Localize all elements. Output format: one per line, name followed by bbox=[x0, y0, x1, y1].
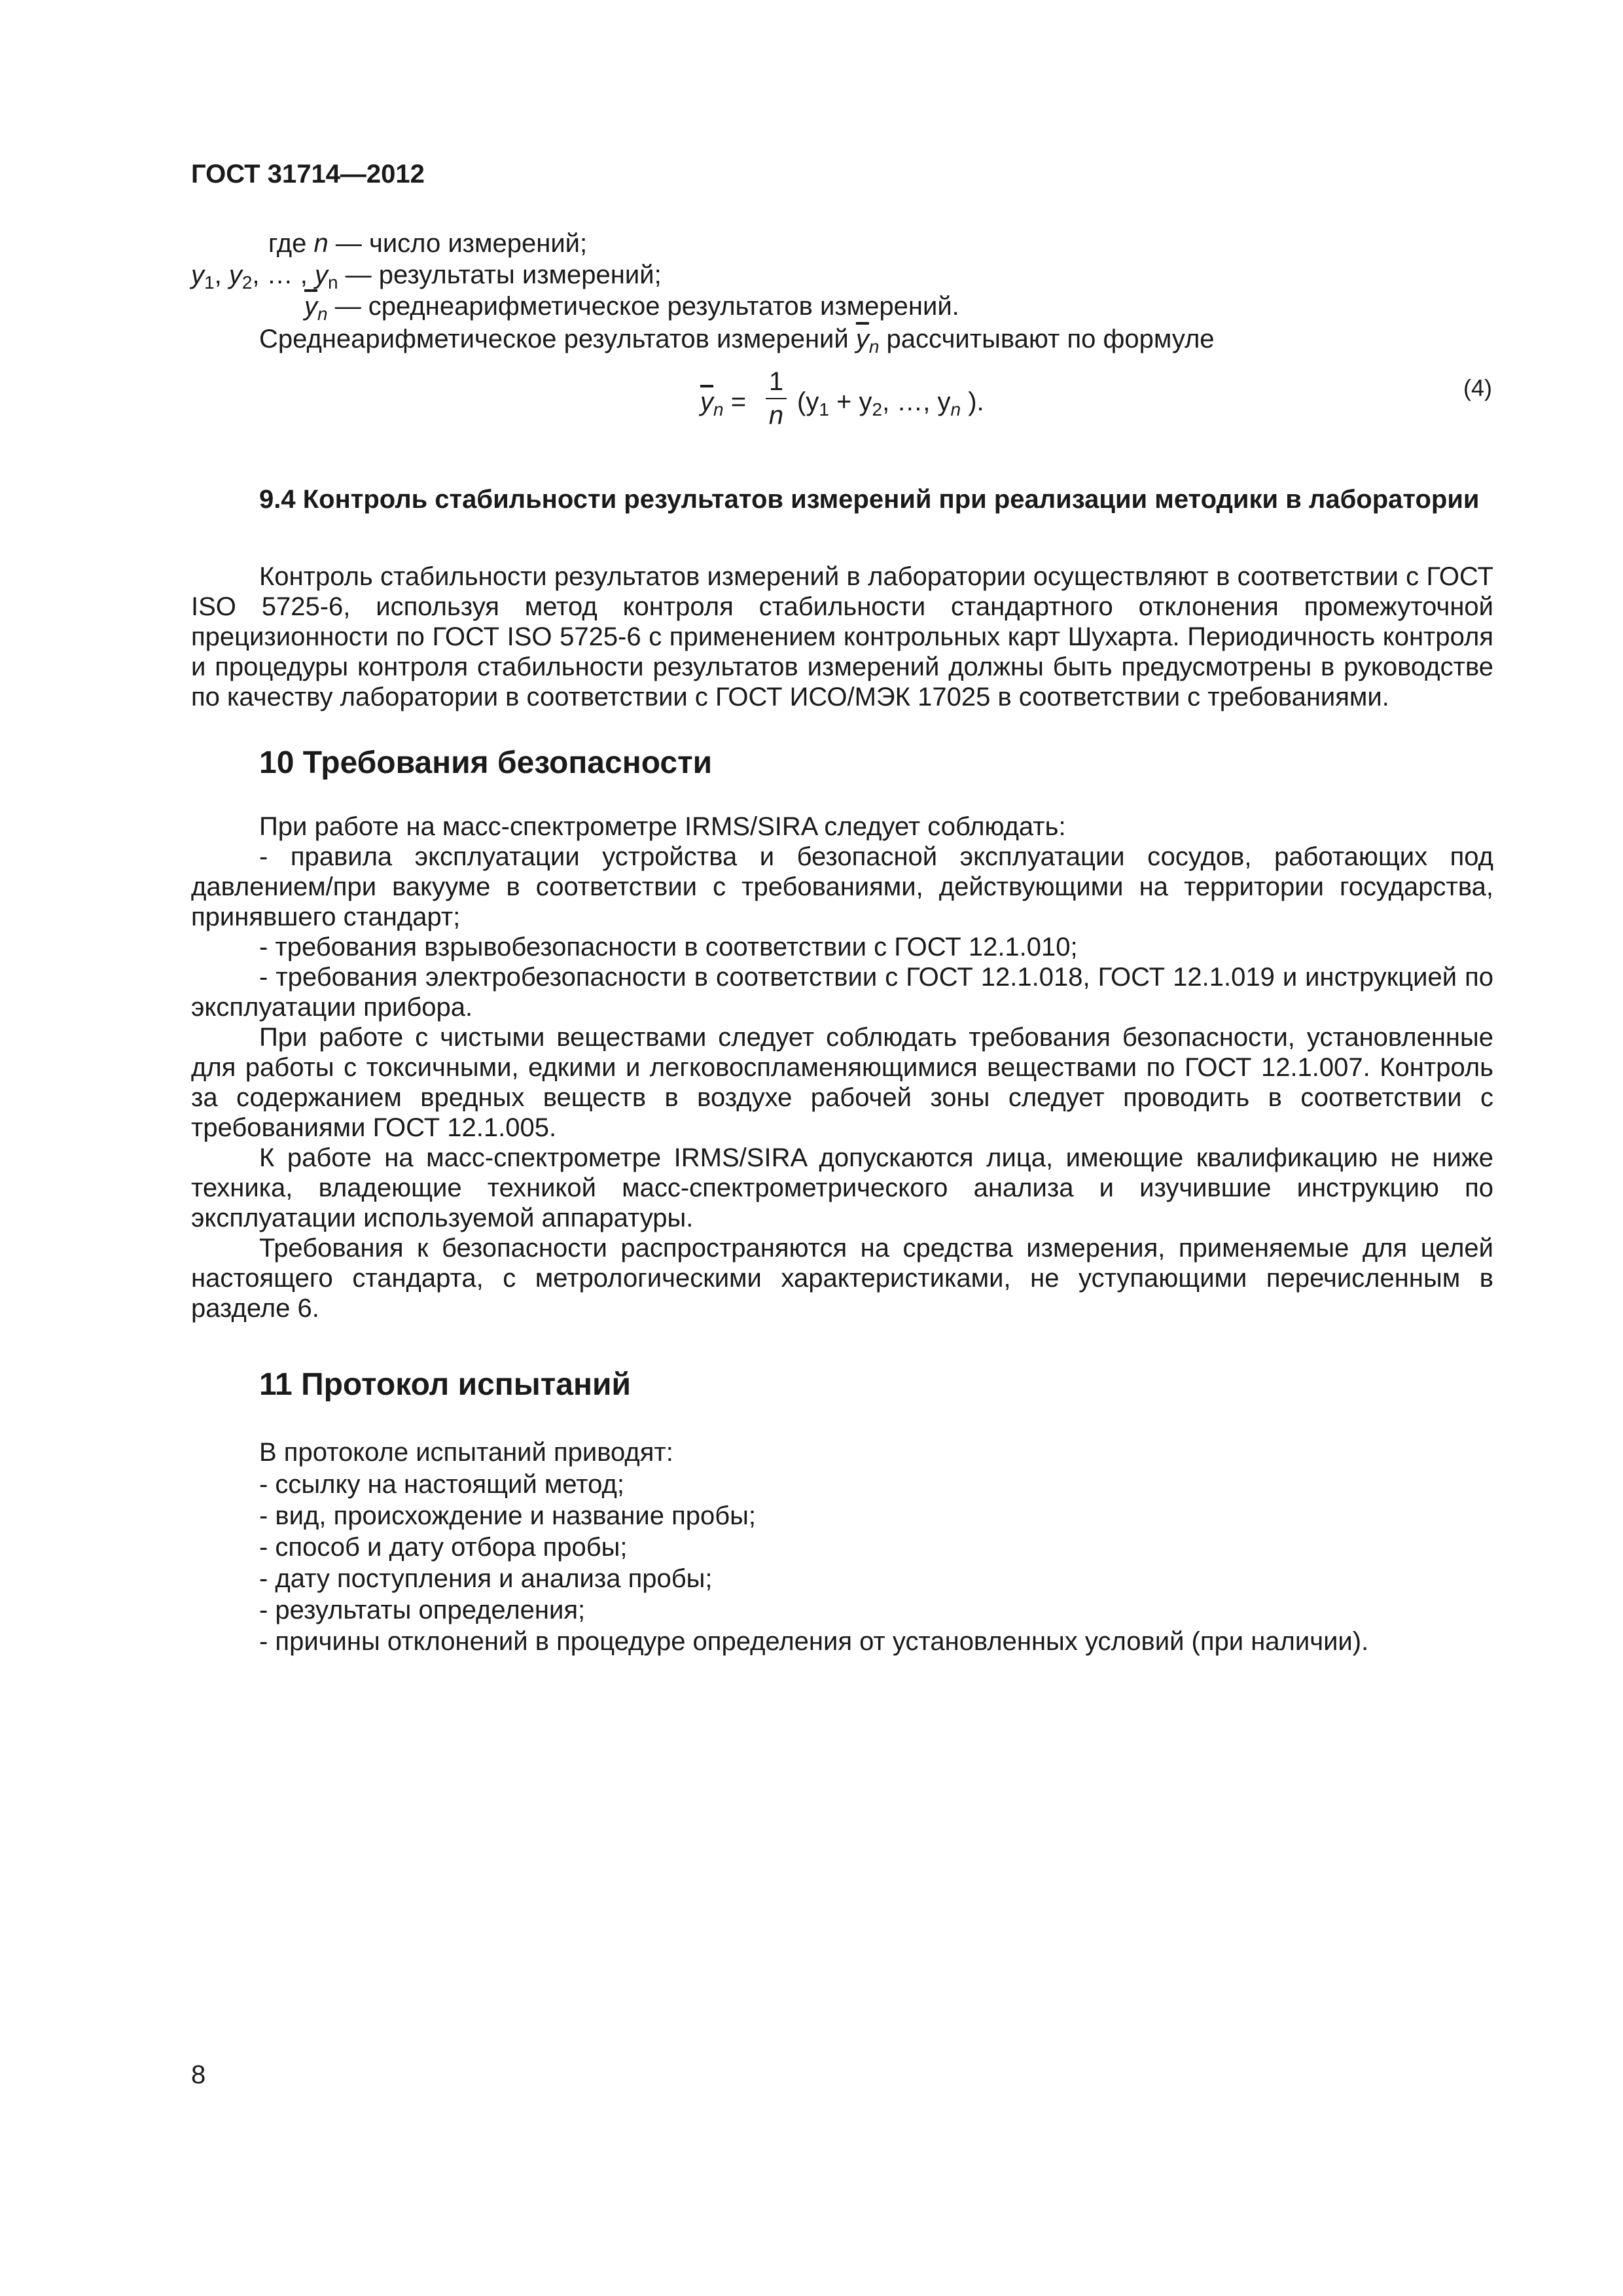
page-number: 8 bbox=[191, 2060, 206, 2089]
formula-lhs: $\overline{y}_n$ = bbox=[700, 387, 747, 420]
section-11-list bbox=[259, 1469, 1368, 1657]
definition-y-mean: $\overline{y}_n$ — среднеарифметическое результатов измерений. bbox=[304, 292, 959, 324]
section-11-intro: В протоколе испытаний приводят: bbox=[259, 1438, 673, 1467]
section-9-4-heading: 9.4 Контроль стабильности результатов измерений при реализации методики в лаборатории bbox=[259, 485, 1480, 514]
section-10-list bbox=[191, 842, 1493, 1022]
definition-y-results: $y_1$, $y_2$, … , $y_n$ — результаты измерений; bbox=[191, 260, 662, 293]
list-item: - требования электробезопасности в соответствии с ГОСТ 12.1.018, ГОСТ 12.1.019 и инструкцией по эксплуатации прибора. bbox=[191, 963, 1493, 1022]
fraction-bar bbox=[766, 398, 787, 399]
formula-intro: Среднеарифметическое результатов измерений $\overline{y}_n$ рассчитывают по формуле bbox=[259, 325, 1215, 357]
section-10-para-2: При работе с чистыми веществами следует соблюдать требования безопасности, установленные для работы с токсичными, едкими и легковоспламеняющимися веществами по ГОСТ 12.1.007. Контроль за содержанием вредных веществ в воздухе рабочей зоны следует проводить в соответствии с требованиями ГОСТ 12.1.005. bbox=[191, 1023, 1493, 1142]
section-10-heading: 10 Требования безопасности bbox=[259, 745, 713, 780]
mean-formula bbox=[700, 368, 1041, 440]
formula-fraction: 1 n bbox=[763, 368, 789, 429]
definition-n: где n — число измерений; bbox=[268, 229, 588, 258]
section-9-4-body: Контроль стабильности результатов измерений в лаборатории осуществляют в соответствии с ГОСТ ISO 5725-6, используя метод контроля стабильности стандартного отклонения промежуточной прецизионности по ГОСТ ISO 5725-6 с применением контрольных карт Шухарта. Периодичность контроля и процедуры контроля стабильности результатов измерений должны быть предусмотрены в руководстве по качеству лаборатории в соответствии с ГОСТ ИСО/МЭК 17025 в соответствии с требованиями. bbox=[191, 562, 1493, 711]
document-id-header: ГОСТ 31714—2012 bbox=[191, 160, 425, 188]
formula-rhs: ($y_1 + y_2$, …, $y_n$ ). bbox=[797, 387, 984, 420]
list-item: - вид, происхождение и название пробы; bbox=[259, 1501, 757, 1530]
list-item: - требования взрывобезопасности в соответствии с ГОСТ 12.1.010; bbox=[259, 933, 1078, 961]
list-item: - причины отклонений в процедуре определения от установленных условий (при наличии). bbox=[259, 1627, 1369, 1656]
list-item: - дату поступления и анализа пробы; bbox=[259, 1564, 713, 1593]
list-item: - ссылку на настоящий метод; bbox=[259, 1470, 624, 1499]
section-10-para-4: Требования к безопасности распространяются на средства измерения, применяемые для целей настоящего стандарта, с метрологическими характеристиками, не уступающими перечисленным в разделе 6. bbox=[191, 1234, 1493, 1323]
section-10-para-3: К работе на масс-спектрометре IRMS/SIRA допускаются лица, имеющие квалификацию не ниже техника, владеющие техникой масс-спектрометрического анализа и изучившие инструкцию по эксплуатации используемой аппаратуры. bbox=[191, 1143, 1493, 1232]
section-10-intro: При работе на масс-спектрометре IRMS/SIRA следует соблюдать: bbox=[259, 812, 1066, 841]
list-item: - способ и дату отбора пробы; bbox=[259, 1533, 628, 1562]
list-item: - результаты определения; bbox=[259, 1596, 586, 1624]
section-11-heading: 11 Протокол испытаний bbox=[259, 1367, 631, 1402]
equation-number: (4) bbox=[1463, 374, 1492, 401]
list-item: - правила эксплуатации устройства и безопасной эксплуатации сосудов, работающих под давлением/при вакууме в соответствии с требованиями, действующими на территории государства, принявшего стандарт; bbox=[191, 842, 1493, 931]
